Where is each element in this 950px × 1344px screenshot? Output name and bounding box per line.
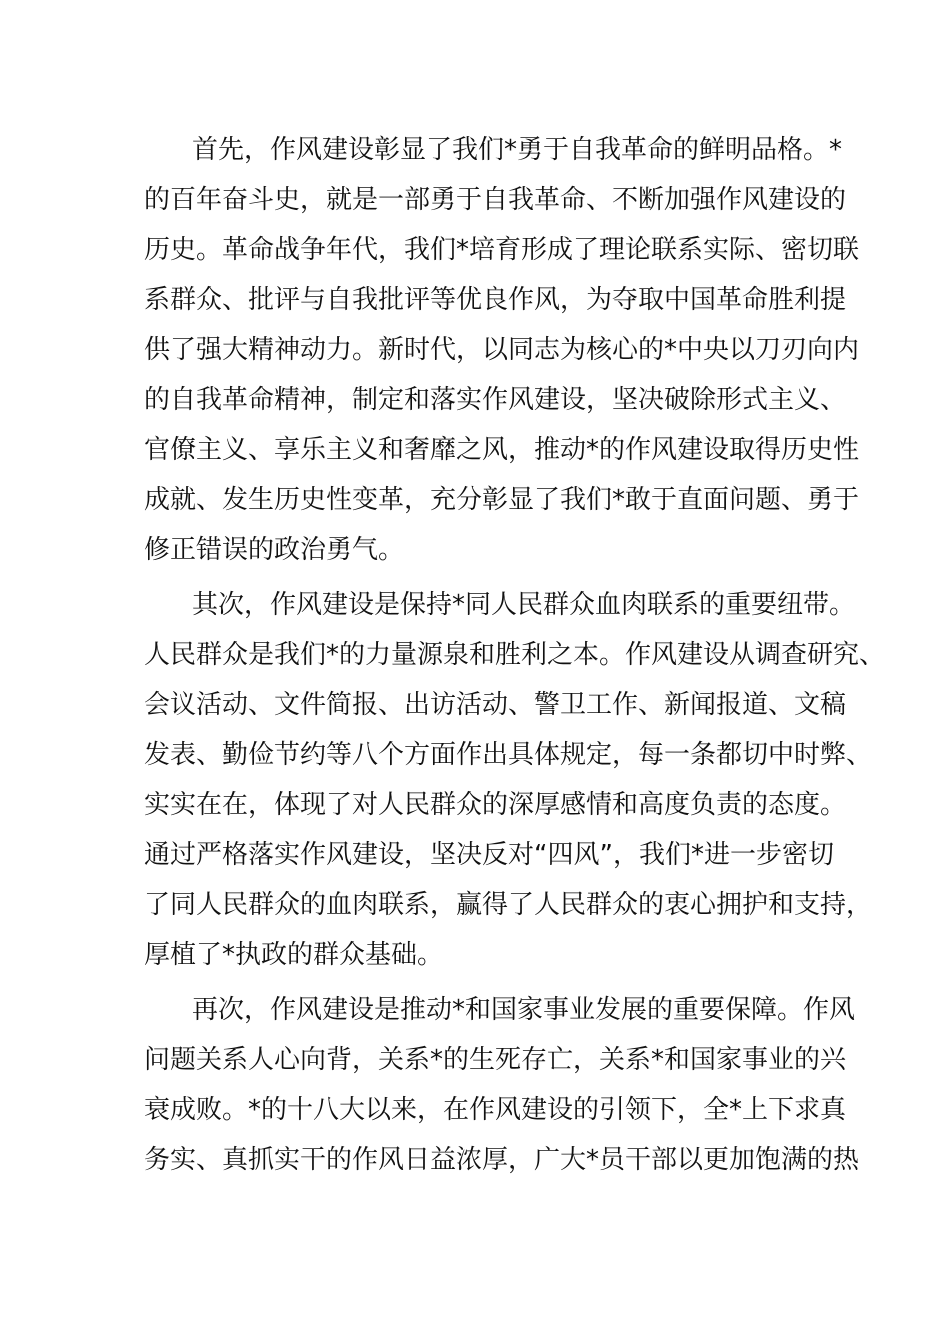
paragraph-1-line-6: 的自我革命精神，制定和落实作风建设，坚决破除形式主义、 [144, 385, 847, 415]
paragraph-1-line-4: 系群众、批评与自我批评等优良作风，为夺取中国革命胜利提 [144, 285, 847, 315]
paragraph-2-line-7: 了同人民群众的血肉联系，赢得了人民群众的衷心拥护和支持， [144, 890, 873, 920]
paragraph-1-line-8: 成就、发生历史性变革，充分彰显了我们*敢于直面问题、勇于 [144, 485, 860, 515]
paragraph-2-line-5: 实实在在，体现了对人民群众的深厚感情和高度负责的态度。 [144, 790, 847, 820]
paragraph-2-line-3: 会议活动、文件简报、出访活动、警卫工作、新闻报道、文稿 [144, 690, 847, 720]
paragraph-1-line-2: 的百年奋斗史，就是一部勇于自我革命、不断加强作风建设的 [144, 185, 847, 215]
paragraph-3-line-4: 务实、真抓实干的作风日益浓厚，广大*员干部以更加饱满的热 [144, 1145, 860, 1175]
paragraph-3-line-3: 衰成败。*的十八大以来，在作风建设的引领下，全*上下求真 [144, 1095, 847, 1125]
paragraph-1-line-3: 历史。革命战争年代，我们*培育形成了理论联系实际、密切联 [144, 235, 860, 265]
paragraph-3-line-1: 再次，作风建设是推动*和国家事业发展的重要保障。作风 [192, 995, 856, 1025]
paragraph-2-line-4: 发表、勤俭节约等八个方面作出具体规定，每一条都切中时弊、 [144, 740, 873, 770]
paragraph-1-line-1: 首先，作风建设彰显了我们*勇于自我革命的鲜明品格。* [192, 135, 843, 165]
paragraph-1-line-7: 官僚主义、享乐主义和奢靡之风，推动*的作风建设取得历史性 [144, 435, 860, 465]
paragraph-3-line-2: 问题关系人心向背，关系*的生死存亡，关系*和国家事业的兴 [144, 1045, 847, 1075]
paragraph-1-line-5: 供了强大精神动力。新时代，以同志为核心的*中央以刀刃向内 [144, 335, 860, 365]
paragraph-1-line-9: 修正错误的政治勇气。 [144, 535, 405, 565]
paragraph-2-line-2: 人民群众是我们*的力量源泉和胜利之本。作风建设从调查研究、 [144, 640, 886, 670]
paragraph-2-line-1: 其次，作风建设是保持*同人民群众血肉联系的重要纽带。 [192, 590, 856, 620]
paragraph-2-line-8: 厚植了*执政的群众基础。 [144, 940, 444, 970]
paragraph-2-line-6: 通过严格落实作风建设，坚决反对“四风”，我们*进一步密切 [144, 840, 834, 870]
